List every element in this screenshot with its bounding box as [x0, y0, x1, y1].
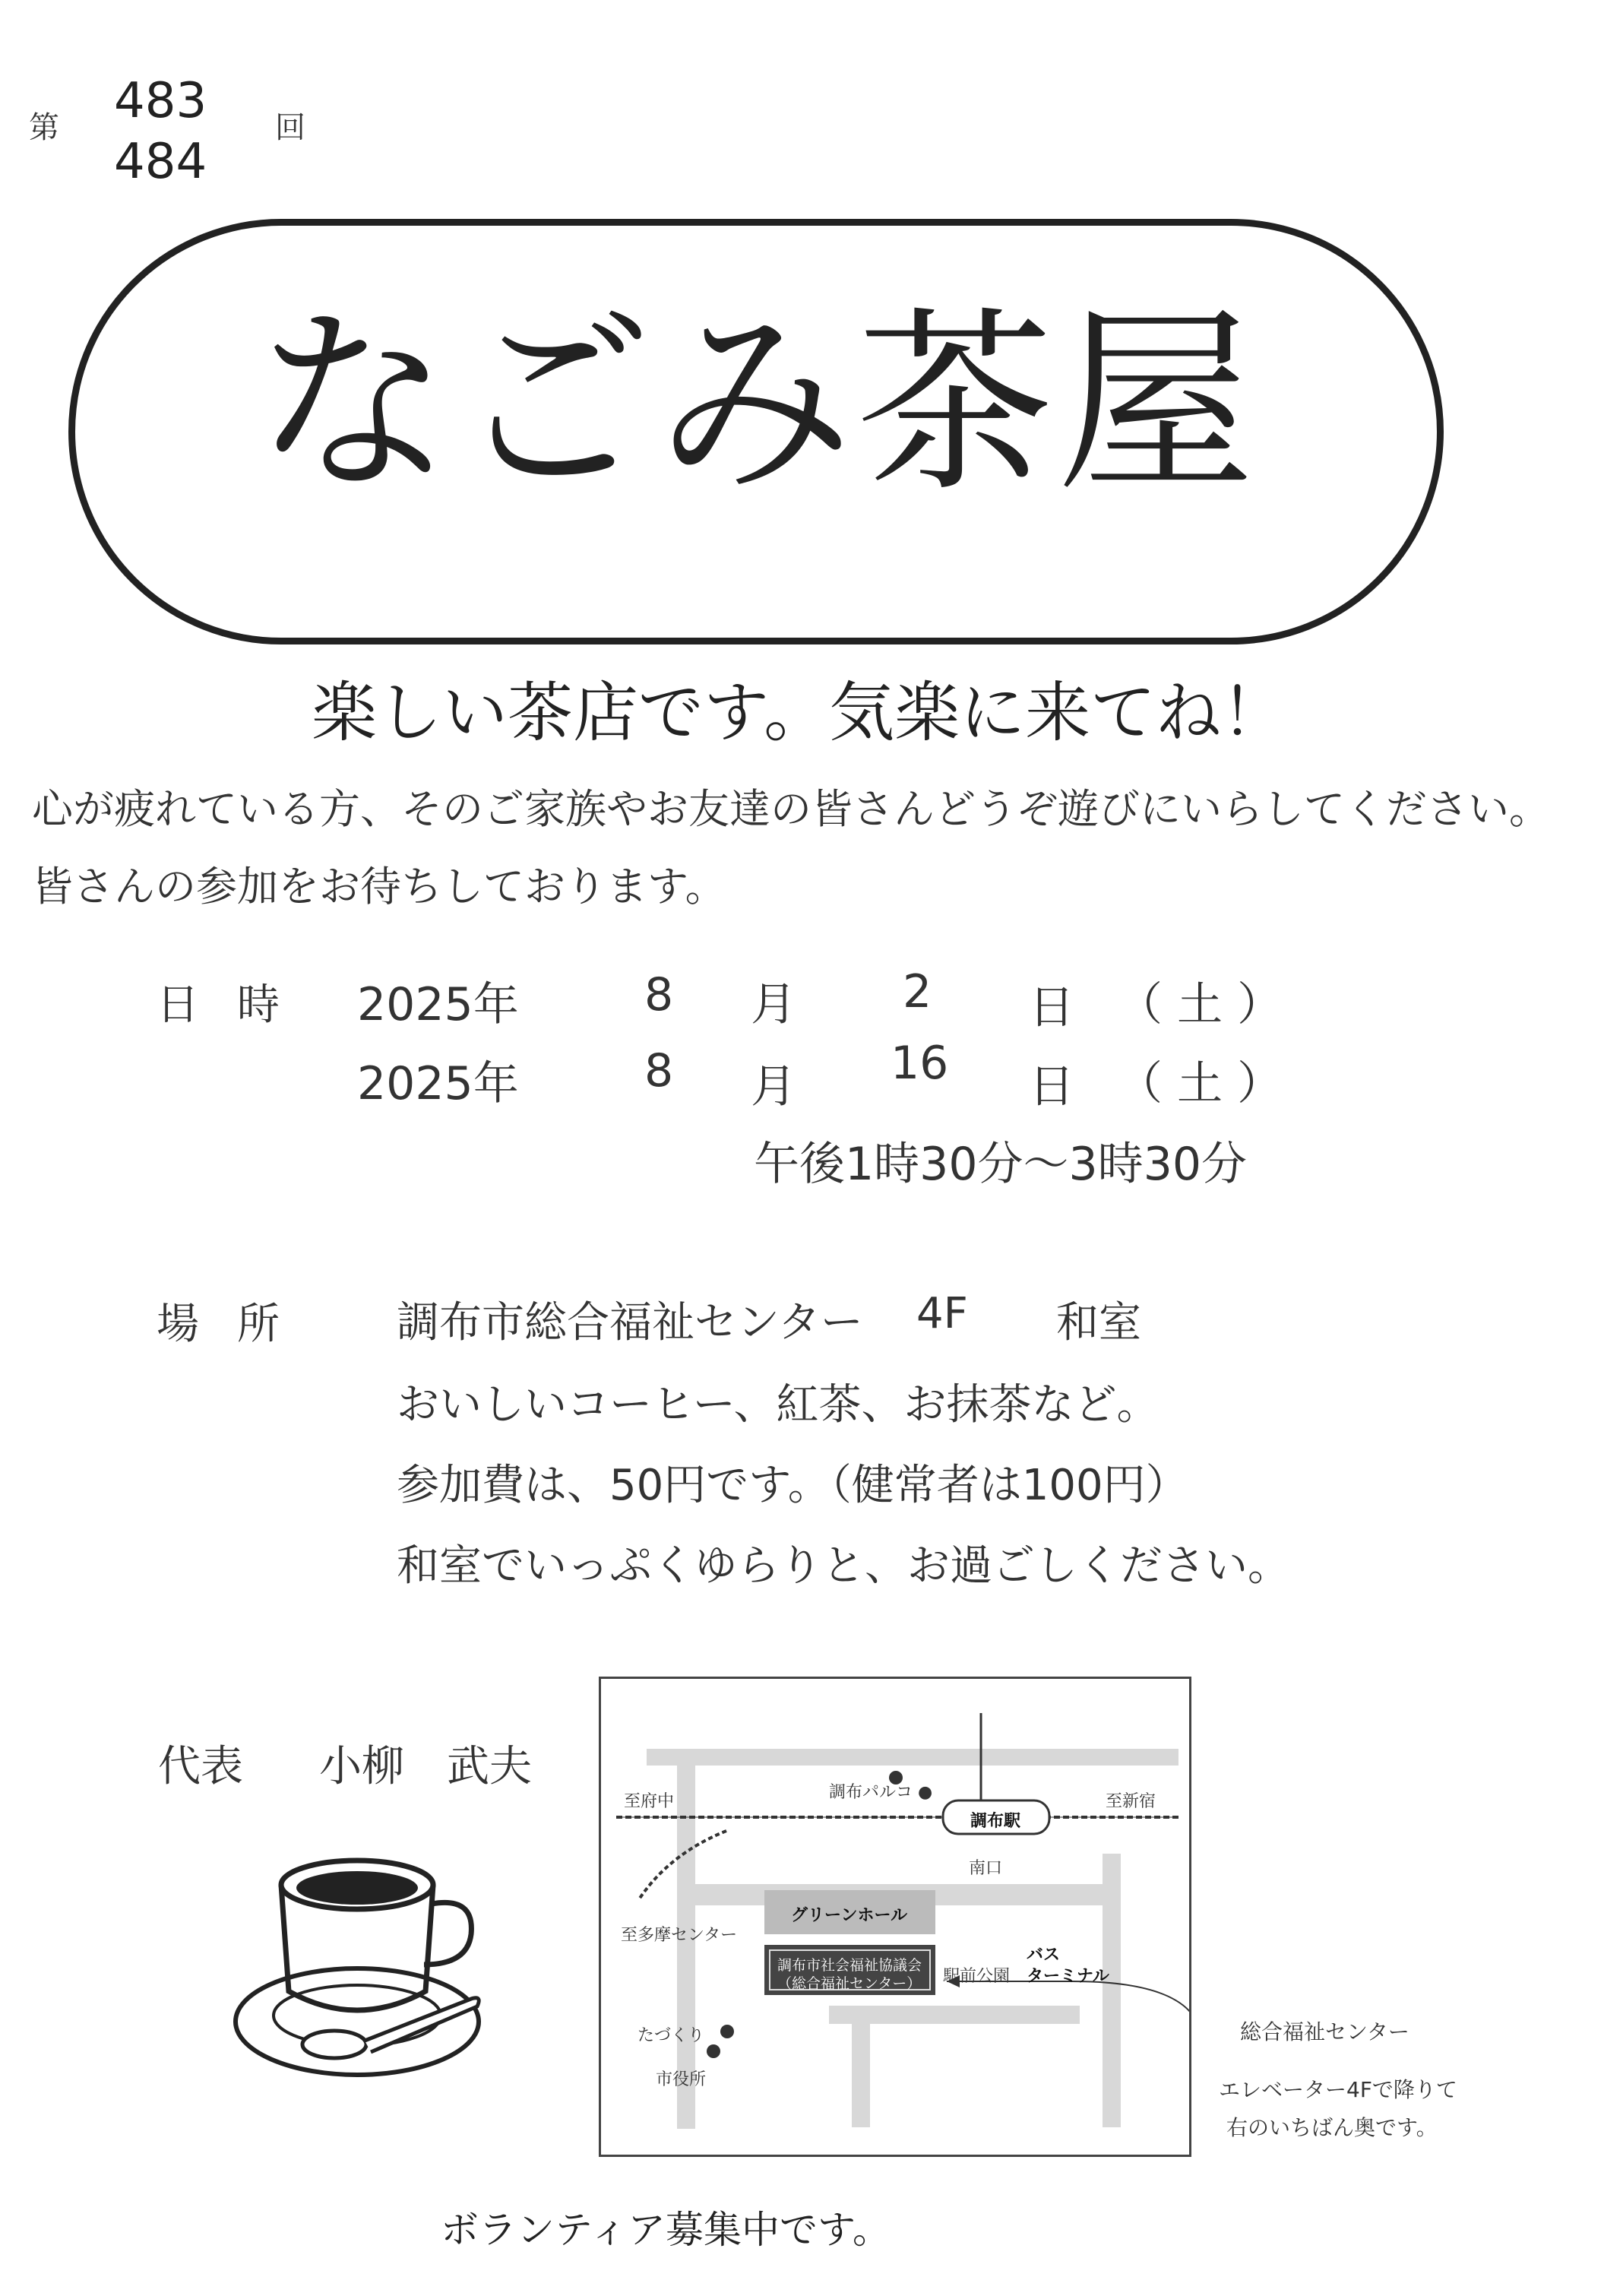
issue-suffix: 回	[275, 110, 305, 145]
map-label-bus-terminal-2: ターミナル	[1027, 1967, 1109, 1986]
access-map	[599, 1677, 1191, 2157]
map-note-line-1: 総合福祉センター	[1240, 2019, 1409, 2044]
date-1-month-unit: 月	[751, 978, 796, 1031]
place-line-3: 和室でいっぷくゆらりと、お過ごしください。	[397, 1541, 1290, 1591]
footer-volunteer: ボランティア募集中です。	[441, 2208, 891, 2252]
date-1-year: 2025年	[357, 978, 519, 1031]
date-2-month-unit: 月	[751, 1060, 796, 1113]
schedule-time: 午後1時30分～3時30分	[754, 1138, 1248, 1191]
place-line-2: 参加費は、50円です。（健常者は100円）	[397, 1461, 1188, 1510]
date-2-month: 8	[644, 1044, 674, 1097]
place-label: 場所	[157, 1300, 318, 1349]
map-label-green-hall: グリーンホール	[791, 1906, 908, 1925]
map-label-city-hall: 市役所	[656, 2070, 707, 2089]
map-label-south-exit: 南口	[969, 1859, 1003, 1878]
date-2-day-unit: 日	[1029, 1060, 1074, 1113]
issue-prefix: 第	[29, 110, 59, 145]
map-label-tazukuri: たづくり	[637, 2026, 705, 2045]
date-1-day-unit: 日	[1029, 981, 1074, 1034]
map-label-welfare-center-1: 調布市社会福祉協議会	[777, 1957, 922, 1974]
map-label-chofu-parco: 調布パルコ ●	[829, 1783, 933, 1802]
date-1-day: 2	[903, 965, 932, 1018]
issue-number-2: 484	[114, 134, 207, 190]
map-label-to-shinjuku: 至新宿	[1106, 1792, 1156, 1811]
map-label-chofu-station: 調布駅	[970, 1812, 1021, 1831]
venue-name: 調布市総合福祉センター	[397, 1298, 863, 1348]
intro-line-2: 皆さんの参加をお待ちしております。	[32, 863, 726, 910]
subtitle: 楽しい茶店です。気楽に来てね！	[312, 675, 1287, 751]
venue-room: 和室	[1056, 1298, 1141, 1348]
map-label-bus-terminal-1: バス	[1027, 1946, 1061, 1965]
venue-floor: 4F	[916, 1289, 968, 1338]
date-2-weekday: （ 土 ）	[1117, 1057, 1283, 1110]
date-2-day: 16	[891, 1037, 949, 1090]
representative-name: 小柳 武夫	[319, 1742, 532, 1791]
coffee-cup-icon	[220, 1839, 524, 2090]
map-note-line-2: エレベーター4Fで降りて	[1219, 2077, 1457, 2102]
page-title: なごみ茶屋	[255, 290, 1258, 519]
date-1-weekday: （ 土 ）	[1117, 978, 1283, 1031]
map-label-station-park: 駅前公園	[943, 1967, 1011, 1986]
representative-label: 代表	[158, 1742, 243, 1791]
place-line-1: おいしいコーヒー、紅茶、お抹茶など。	[397, 1380, 1160, 1430]
intro-line-1: 心が疲れている方、そのご家族やお友達の皆さんどうぞ遊びにいらしてください。	[32, 785, 1550, 833]
issue-number-1: 483	[114, 73, 207, 129]
map-label-to-tama-center: 至多摩センター	[621, 1926, 738, 1945]
date-1-month: 8	[644, 968, 674, 1021]
title-frame	[68, 219, 1444, 644]
map-note-line-3: 右のいちばん奥です。	[1226, 2115, 1438, 2140]
schedule-label: 日時	[157, 980, 318, 1030]
date-2-year: 2025年	[357, 1057, 519, 1110]
map-label-welfare-center-2: （総合福祉センター）	[777, 1975, 922, 1992]
map-label-to-fuchu: 至府中	[624, 1792, 675, 1811]
